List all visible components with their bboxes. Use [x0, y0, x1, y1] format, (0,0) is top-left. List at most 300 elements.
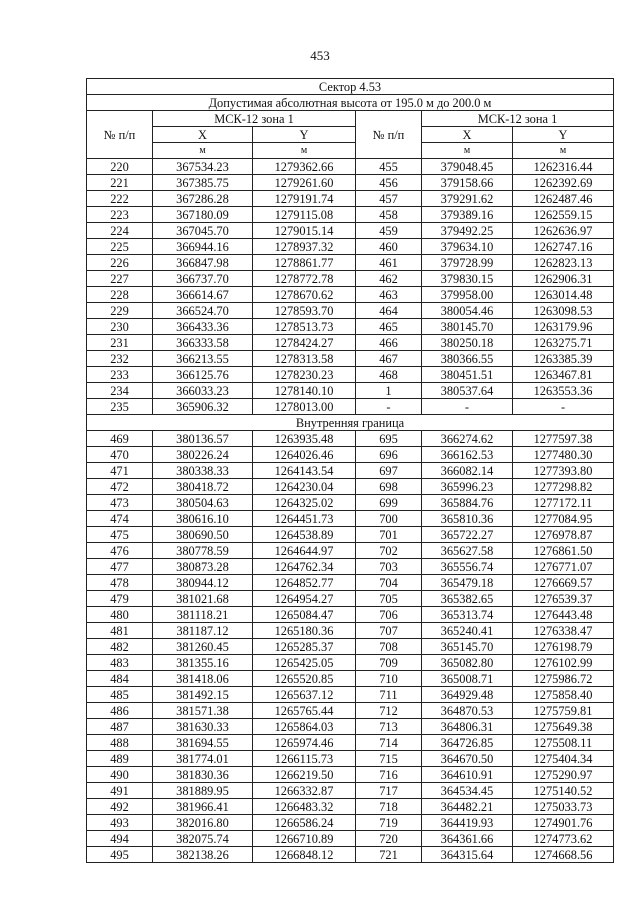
table-cell: 493: [87, 815, 153, 831]
table-cell: 495: [87, 847, 153, 863]
table-row: [87, 591, 614, 607]
table-cell: 1265425.05: [253, 655, 356, 671]
table-row: [87, 207, 614, 223]
page-number: 453: [310, 48, 330, 63]
table-cell: 1264852.77: [253, 575, 356, 591]
table-cell: 704: [356, 575, 422, 591]
table-cell: 455: [356, 159, 422, 175]
table-row: [87, 687, 614, 703]
table-cell: 365556.74: [422, 559, 513, 575]
table-cell: 1275033.73: [513, 799, 614, 815]
table-cell: 366433.36: [153, 319, 253, 335]
table-cell: 364610.91: [422, 767, 513, 783]
table-cell: 1265084.47: [253, 607, 356, 623]
table-cell: 1264026.46: [253, 447, 356, 463]
table-cell: 367180.09: [153, 207, 253, 223]
table-cell: 366162.53: [422, 447, 513, 463]
table-row: [87, 191, 614, 207]
table-cell: 1264143.54: [253, 463, 356, 479]
table-row: [87, 767, 614, 783]
table-cell: 381355.16: [153, 655, 253, 671]
table-row: [87, 159, 614, 175]
zone-header-left: МСК-12 зона 1: [153, 111, 356, 127]
table-cell: 380504.63: [153, 495, 253, 511]
table-cell: 1275508.11: [513, 735, 614, 751]
table-cell: 380366.55: [422, 351, 513, 367]
table-cell: 364361.66: [422, 831, 513, 847]
table-cell: 1277393.80: [513, 463, 614, 479]
table-cell: 490: [87, 767, 153, 783]
table-cell: 380451.51: [422, 367, 513, 383]
table-cell: 1266586.24: [253, 815, 356, 831]
table-cell: 366737.70: [153, 271, 253, 287]
table-cell: 713: [356, 719, 422, 735]
table-row: [87, 335, 614, 351]
table-cell: 365240.41: [422, 623, 513, 639]
table-cell: 717: [356, 783, 422, 799]
table-cell: 1276443.48: [513, 607, 614, 623]
table-cell: 379048.45: [422, 159, 513, 175]
table-cell: 365479.18: [422, 575, 513, 591]
table-cell: 475: [87, 527, 153, 543]
table-cell: 464: [356, 303, 422, 319]
table-cell: 364870.53: [422, 703, 513, 719]
table-cell: 719: [356, 815, 422, 831]
table-cell: 708: [356, 639, 422, 655]
table-cell: 1276771.07: [513, 559, 614, 575]
table-cell: 364315.64: [422, 847, 513, 863]
table-cell: 380616.10: [153, 511, 253, 527]
table-cell: 365145.70: [422, 639, 513, 655]
table-cell: 1263385.39: [513, 351, 614, 367]
table-cell: 227: [87, 271, 153, 287]
table-cell: 381118.21: [153, 607, 253, 623]
table-cell: 1278513.73: [253, 319, 356, 335]
table-cell: 1262636.97: [513, 223, 614, 239]
table-cell: 365884.76: [422, 495, 513, 511]
table-cell: 365008.71: [422, 671, 513, 687]
table-cell: 1264954.27: [253, 591, 356, 607]
table-cell: 1262559.15: [513, 207, 614, 223]
table-cell: 715: [356, 751, 422, 767]
table-cell: 1263553.36: [513, 383, 614, 399]
table-cell: 1264230.04: [253, 479, 356, 495]
table-cell: 480: [87, 607, 153, 623]
table-cell: 1265864.03: [253, 719, 356, 735]
table-row: [87, 527, 614, 543]
table-cell: 379958.00: [422, 287, 513, 303]
table-cell: 1277084.95: [513, 511, 614, 527]
table-cell: 380250.18: [422, 335, 513, 351]
table-cell: 695: [356, 431, 422, 447]
table-cell: 1265974.46: [253, 735, 356, 751]
table-cell: 1277597.38: [513, 431, 614, 447]
table-cell: 366847.98: [153, 255, 253, 271]
table-cell: 494: [87, 831, 153, 847]
table-cell: 1279115.08: [253, 207, 356, 223]
table-cell: 1279191.74: [253, 191, 356, 207]
table-cell: 1: [356, 383, 422, 399]
table-cell: 365082.80: [422, 655, 513, 671]
table-cell: 223: [87, 207, 153, 223]
table-cell: 365810.36: [422, 511, 513, 527]
table-cell: 1264451.73: [253, 511, 356, 527]
table-cell: 380690.50: [153, 527, 253, 543]
table-row: [87, 351, 614, 367]
table-cell: 366524.70: [153, 303, 253, 319]
table-cell: 232: [87, 351, 153, 367]
table-cell: 230: [87, 319, 153, 335]
zone-header-right: МСК-12 зона 1: [422, 111, 614, 127]
table-cell: 469: [87, 431, 153, 447]
table-cell: 1278861.77: [253, 255, 356, 271]
table-cell: 366213.55: [153, 351, 253, 367]
table-cell: 365382.65: [422, 591, 513, 607]
table-cell: 1264644.97: [253, 543, 356, 559]
table-cell: 1278670.62: [253, 287, 356, 303]
table-cell: 234: [87, 383, 153, 399]
table-cell: 1274901.76: [513, 815, 614, 831]
section2-body: [87, 431, 614, 863]
table-cell: 705: [356, 591, 422, 607]
table-cell: 380145.70: [422, 319, 513, 335]
table-cell: 707: [356, 623, 422, 639]
table-cell: 381260.45: [153, 639, 253, 655]
table-row: [87, 319, 614, 335]
table-cell: 1278313.58: [253, 351, 356, 367]
table-cell: 380778.59: [153, 543, 253, 559]
table-cell: 1275858.40: [513, 687, 614, 703]
table-row: [87, 575, 614, 591]
table-cell: 367534.23: [153, 159, 253, 175]
table-row: [87, 367, 614, 383]
table-cell: 382016.80: [153, 815, 253, 831]
table-cell: 1262487.46: [513, 191, 614, 207]
table-cell: 458: [356, 207, 422, 223]
table-cell: 1276539.37: [513, 591, 614, 607]
table-cell: 459: [356, 223, 422, 239]
table-cell: 381889.95: [153, 783, 253, 799]
y-header-left: Y: [253, 127, 356, 143]
table-cell: 366125.76: [153, 367, 253, 383]
table-cell: 364806.31: [422, 719, 513, 735]
table-cell: 470: [87, 447, 153, 463]
table-cell: 364929.48: [422, 687, 513, 703]
table-cell: 476: [87, 543, 153, 559]
table-row: [87, 175, 614, 191]
table-cell: 456: [356, 175, 422, 191]
table-cell: 1263275.71: [513, 335, 614, 351]
table-cell: 366082.14: [422, 463, 513, 479]
table-cell: 1266710.89: [253, 831, 356, 847]
table-cell: 1278424.27: [253, 335, 356, 351]
table-cell: 380873.28: [153, 559, 253, 575]
table-cell: -: [422, 399, 513, 415]
table-cell: 1264325.02: [253, 495, 356, 511]
table-cell: 696: [356, 447, 422, 463]
table-cell: 367286.28: [153, 191, 253, 207]
table-cell: 381187.12: [153, 623, 253, 639]
table-cell: 1277298.82: [513, 479, 614, 495]
table-cell: 481: [87, 623, 153, 639]
table-cell: 379830.15: [422, 271, 513, 287]
table-cell: 700: [356, 511, 422, 527]
table-cell: 489: [87, 751, 153, 767]
table-cell: 491: [87, 783, 153, 799]
table-cell: 1263098.53: [513, 303, 614, 319]
table-row: [87, 559, 614, 575]
table-cell: 710: [356, 671, 422, 687]
table-cell: 1275649.38: [513, 719, 614, 735]
table-cell: 364670.50: [422, 751, 513, 767]
table-cell: 1266848.12: [253, 847, 356, 863]
table-cell: 1263935.48: [253, 431, 356, 447]
coordinates-table: [86, 78, 614, 863]
table-cell: 221: [87, 175, 153, 191]
table-row: [87, 463, 614, 479]
table-row: [87, 271, 614, 287]
table-cell: 471: [87, 463, 153, 479]
table-row: [87, 831, 614, 847]
table-cell: 380944.12: [153, 575, 253, 591]
table-cell: 225: [87, 239, 153, 255]
table-row: [87, 815, 614, 831]
table-cell: 381571.38: [153, 703, 253, 719]
table-row: [87, 399, 614, 415]
table-cell: 366274.62: [422, 431, 513, 447]
table-cell: -: [513, 399, 614, 415]
table-row: [87, 239, 614, 255]
table-cell: 1279015.14: [253, 223, 356, 239]
table-cell: 1277172.11: [513, 495, 614, 511]
table-cell: 1276338.47: [513, 623, 614, 639]
table-cell: 703: [356, 559, 422, 575]
table-cell: 1263179.96: [513, 319, 614, 335]
table-cell: 229: [87, 303, 153, 319]
table-cell: 380338.33: [153, 463, 253, 479]
table-row: [87, 639, 614, 655]
table-cell: 366614.67: [153, 287, 253, 303]
table-cell: 716: [356, 767, 422, 783]
table-cell: 381966.41: [153, 799, 253, 815]
table-cell: 465: [356, 319, 422, 335]
table-cell: 1275759.81: [513, 703, 614, 719]
table-cell: 1265765.44: [253, 703, 356, 719]
table-cell: 473: [87, 495, 153, 511]
table-row: [87, 543, 614, 559]
table-row: [87, 719, 614, 735]
table-cell: 367385.75: [153, 175, 253, 191]
table-row: [87, 623, 614, 639]
table-cell: 381694.55: [153, 735, 253, 751]
table-cell: 1265180.36: [253, 623, 356, 639]
table-cell: 483: [87, 655, 153, 671]
table-cell: 488: [87, 735, 153, 751]
table-cell: 468: [356, 367, 422, 383]
table-cell: 381021.68: [153, 591, 253, 607]
table-cell: 718: [356, 799, 422, 815]
table-cell: 474: [87, 511, 153, 527]
table-cell: 477: [87, 559, 153, 575]
table-cell: 365906.32: [153, 399, 253, 415]
table-cell: 1263014.48: [513, 287, 614, 303]
unit-x-right: м: [422, 143, 513, 159]
table-cell: 1262392.69: [513, 175, 614, 191]
section2-title: Внутренняя граница: [87, 415, 614, 431]
table-cell: 712: [356, 703, 422, 719]
sector-title: Сектор 4.53: [87, 79, 614, 95]
table-cell: 487: [87, 719, 153, 735]
x-header-left: X: [153, 127, 253, 143]
table-cell: 1276669.57: [513, 575, 614, 591]
table-cell: 382075.74: [153, 831, 253, 847]
table-cell: 231: [87, 335, 153, 351]
table-cell: 364726.85: [422, 735, 513, 751]
table-cell: 364419.93: [422, 815, 513, 831]
table-row: [87, 847, 614, 863]
table-row: [87, 655, 614, 671]
unit-y-right: м: [513, 143, 614, 159]
table-cell: 460: [356, 239, 422, 255]
y-header-right: Y: [513, 127, 614, 143]
table-cell: 466: [356, 335, 422, 351]
table-cell: 482: [87, 639, 153, 655]
table-cell: 379728.99: [422, 255, 513, 271]
table-cell: 222: [87, 191, 153, 207]
table-cell: 1262316.44: [513, 159, 614, 175]
table-cell: 365627.58: [422, 543, 513, 559]
table-cell: 381418.06: [153, 671, 253, 687]
table-cell: 1276198.79: [513, 639, 614, 655]
table-cell: -: [356, 399, 422, 415]
table-cell: 381630.33: [153, 719, 253, 735]
table-cell: 1263467.81: [513, 367, 614, 383]
table-cell: 1264762.34: [253, 559, 356, 575]
height-range: Допустимая абсолютная высота от 195.0 м до 200.0 м: [87, 95, 614, 111]
table-cell: 492: [87, 799, 153, 815]
table-cell: 226: [87, 255, 153, 271]
table-cell: 1275140.52: [513, 783, 614, 799]
table-cell: 721: [356, 847, 422, 863]
table-cell: 220: [87, 159, 153, 175]
table-cell: 1265285.37: [253, 639, 356, 655]
table-cell: 485: [87, 687, 153, 703]
table-cell: 1266115.73: [253, 751, 356, 767]
table-cell: 720: [356, 831, 422, 847]
table-cell: 461: [356, 255, 422, 271]
table-cell: 1266483.32: [253, 799, 356, 815]
table-cell: 1262906.31: [513, 271, 614, 287]
table-row: [87, 511, 614, 527]
table-cell: 699: [356, 495, 422, 511]
table-cell: 1279261.60: [253, 175, 356, 191]
table-cell: 697: [356, 463, 422, 479]
table-cell: 379158.66: [422, 175, 513, 191]
table-cell: 380537.64: [422, 383, 513, 399]
table-cell: 1278593.70: [253, 303, 356, 319]
table-row: [87, 431, 614, 447]
table-cell: 1275404.34: [513, 751, 614, 767]
table-cell: 478: [87, 575, 153, 591]
unit-y-left: м: [253, 143, 356, 159]
table-cell: 1278140.10: [253, 383, 356, 399]
table-row: [87, 671, 614, 687]
table-row: [87, 255, 614, 271]
table-cell: 709: [356, 655, 422, 671]
table-cell: 381830.36: [153, 767, 253, 783]
unit-x-left: м: [153, 143, 253, 159]
table-cell: 381774.01: [153, 751, 253, 767]
table-cell: 366033.23: [153, 383, 253, 399]
table-cell: 1265520.85: [253, 671, 356, 687]
table-cell: 380226.24: [153, 447, 253, 463]
table-row: [87, 751, 614, 767]
table-cell: 228: [87, 287, 153, 303]
num-header-right: № п/п: [356, 111, 422, 159]
table-cell: 1262747.16: [513, 239, 614, 255]
table-cell: 1265637.12: [253, 687, 356, 703]
table-cell: 379389.16: [422, 207, 513, 223]
table-row: [87, 799, 614, 815]
table-row: [87, 303, 614, 319]
table-row: [87, 383, 614, 399]
table-cell: 1275986.72: [513, 671, 614, 687]
table-cell: 484: [87, 671, 153, 687]
table-cell: 380136.57: [153, 431, 253, 447]
section1-body: [87, 159, 614, 415]
table-cell: 224: [87, 223, 153, 239]
table-cell: 1266332.87: [253, 783, 356, 799]
table-cell: 235: [87, 399, 153, 415]
table-cell: 364482.21: [422, 799, 513, 815]
table-cell: 365996.23: [422, 479, 513, 495]
table-cell: 706: [356, 607, 422, 623]
table-cell: 365313.74: [422, 607, 513, 623]
table-cell: 479: [87, 591, 153, 607]
table-cell: 379634.10: [422, 239, 513, 255]
table-cell: 379291.62: [422, 191, 513, 207]
table-row: [87, 703, 614, 719]
table-cell: 1275290.97: [513, 767, 614, 783]
table-cell: 366333.58: [153, 335, 253, 351]
table-cell: 1277480.30: [513, 447, 614, 463]
table-cell: 233: [87, 367, 153, 383]
table-cell: 1274668.56: [513, 847, 614, 863]
table-cell: 714: [356, 735, 422, 751]
table-cell: 701: [356, 527, 422, 543]
table-row: [87, 287, 614, 303]
table-cell: 702: [356, 543, 422, 559]
table-cell: 382138.26: [153, 847, 253, 863]
table-cell: 1278230.23: [253, 367, 356, 383]
table-cell: 366944.16: [153, 239, 253, 255]
table-row: [87, 783, 614, 799]
table-cell: 1262823.13: [513, 255, 614, 271]
table-cell: 463: [356, 287, 422, 303]
table-cell: 486: [87, 703, 153, 719]
table-cell: 1276102.99: [513, 655, 614, 671]
table-cell: 711: [356, 687, 422, 703]
table-cell: 1278772.78: [253, 271, 356, 287]
table-row: [87, 735, 614, 751]
table-cell: 1276861.50: [513, 543, 614, 559]
table-cell: 462: [356, 271, 422, 287]
table-cell: 380054.46: [422, 303, 513, 319]
table-row: [87, 607, 614, 623]
table-cell: 467: [356, 351, 422, 367]
table-cell: 379492.25: [422, 223, 513, 239]
table-cell: 367045.70: [153, 223, 253, 239]
